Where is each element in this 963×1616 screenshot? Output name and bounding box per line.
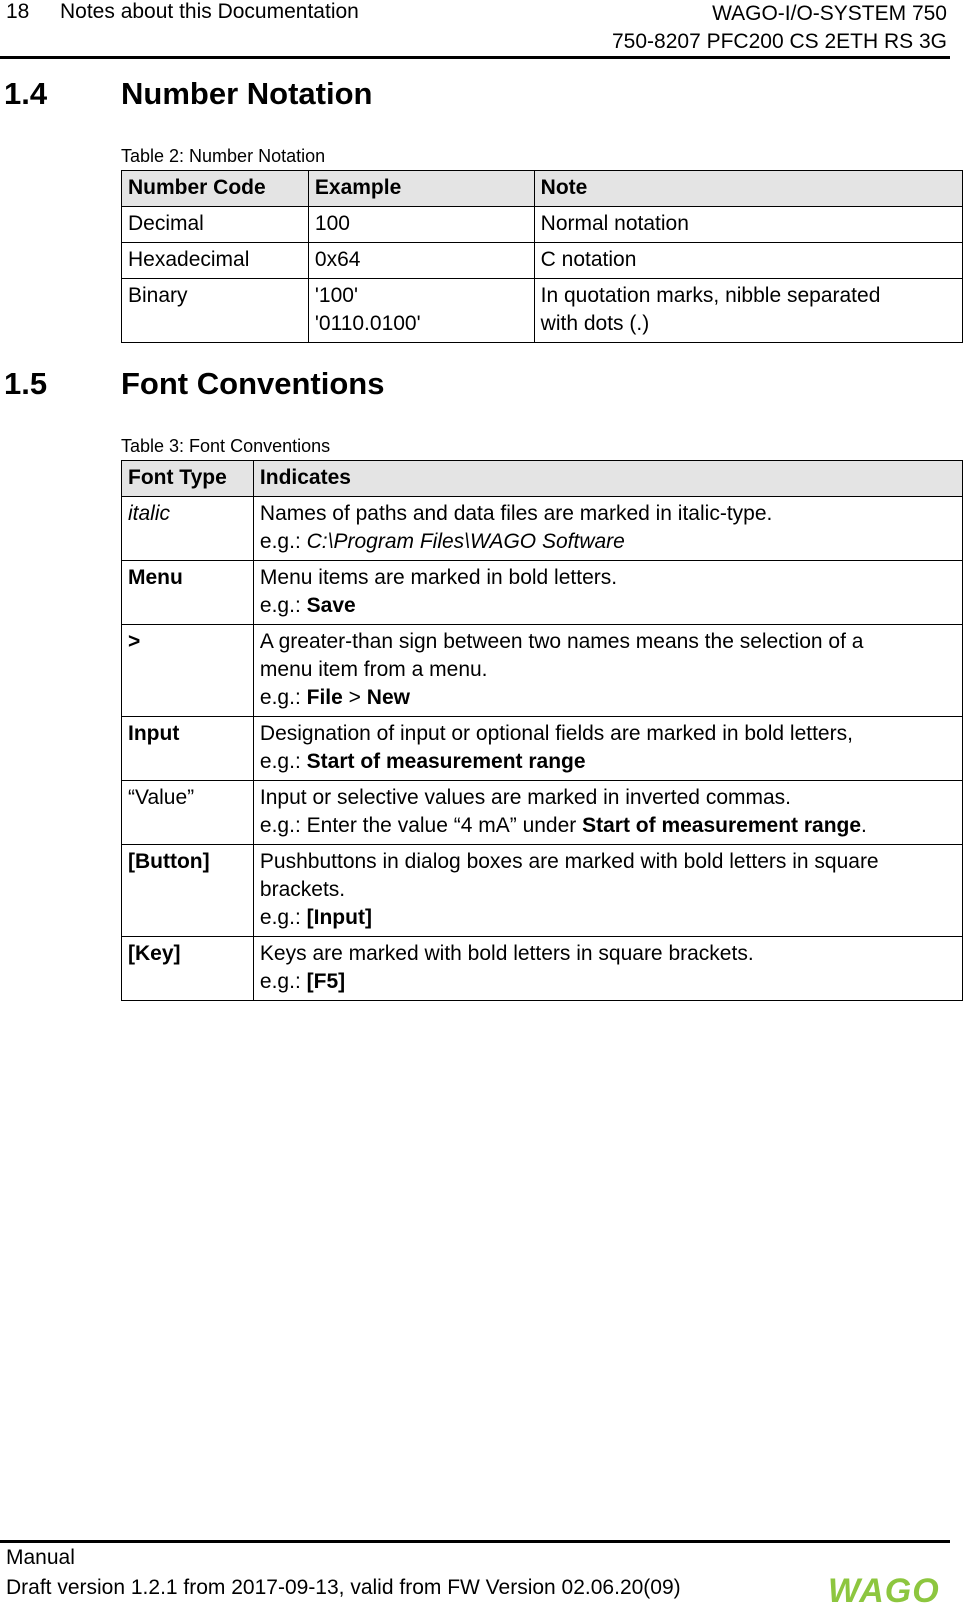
table-row: [122, 717, 963, 781]
example-line: '0110.0100': [314, 312, 421, 335]
cell-number-code: Hexadecimal: [122, 243, 309, 279]
example-line: '100': [314, 284, 358, 307]
cell-indicates: [253, 781, 962, 845]
eg-label: e.g.:: [259, 750, 301, 773]
example-menu: Save: [306, 594, 356, 617]
page-footer: [6, 1543, 681, 1603]
example-line: [260, 748, 956, 776]
cell-note: [534, 279, 962, 343]
menu-separator: >: [348, 686, 361, 709]
eg-label: e.g.:: [259, 686, 301, 709]
example-menu-item: New: [366, 686, 410, 709]
eg-label: e.g.:: [259, 906, 301, 929]
description: Names of paths and data files are marked in italic-type.: [259, 502, 773, 525]
table-row: [122, 207, 963, 243]
table-row: [122, 625, 963, 717]
cell-font-type: [Button]: [122, 845, 254, 937]
section-title: Number Notation: [121, 76, 373, 111]
number-notation-table: [121, 170, 963, 343]
table-row: [122, 279, 963, 343]
column-header: Font Type: [122, 461, 254, 497]
description: Pushbuttons in dialog boxes are marked with bold letters in square: [259, 850, 879, 873]
cell-font-type: Input: [122, 717, 254, 781]
cell-number-code: Binary: [122, 279, 309, 343]
example-line: [260, 968, 956, 996]
header-product-line: WAGO-I/O-SYSTEM 750: [712, 2, 947, 25]
example-field: Start of measurement range: [582, 814, 862, 837]
cell-indicates: [253, 717, 962, 781]
cell-example: 100: [308, 207, 534, 243]
cell-indicates: [253, 845, 962, 937]
font-conventions-table: [121, 460, 963, 1001]
section-number: 1.4: [4, 76, 48, 111]
example-field: Start of measurement range: [306, 750, 586, 773]
column-header: Example: [308, 171, 534, 207]
header-section-title: Notes about this Documentation: [60, 0, 359, 23]
note-line: In quotation marks, nibble separated: [540, 284, 881, 307]
table-row: [122, 243, 963, 279]
table-row: [122, 561, 963, 625]
cell-font-type: Menu: [122, 561, 254, 625]
example-line: [260, 684, 956, 712]
wago-logo: [828, 1573, 946, 1612]
cell-number-code: Decimal: [122, 207, 309, 243]
cell-note: Normal notation: [534, 207, 962, 243]
eg-label: e.g.:: [259, 594, 301, 617]
example-line: [260, 904, 956, 932]
example-line: [260, 528, 956, 556]
svg-text:WAGO: WAGO: [828, 1573, 940, 1607]
table-header-row: [122, 171, 963, 207]
table-row: [122, 781, 963, 845]
page-header-left: [6, 0, 359, 24]
cell-indicates: [253, 497, 962, 561]
description: Keys are marked with bold letters in square brackets.: [259, 942, 754, 965]
cell-indicates: [253, 937, 962, 1001]
eg-label: e.g.:: [259, 530, 301, 553]
example-text: Enter the value “4 mA” under: [306, 814, 577, 837]
page-number: 18: [6, 0, 30, 23]
footer-version: Draft version 1.2.1 from 2017-09-13, valid from FW Version 02.06.20(09): [6, 1576, 681, 1599]
example-button: [Input]: [306, 906, 372, 929]
cell-example: [308, 279, 534, 343]
column-header: Indicates: [253, 461, 962, 497]
example-suffix: .: [861, 814, 867, 837]
example-key: [F5]: [306, 970, 346, 993]
description: menu item from a menu.: [259, 658, 488, 681]
description: brackets.: [259, 878, 346, 901]
cell-note: C notation: [534, 243, 962, 279]
table-header-row: [122, 461, 963, 497]
example-line: [260, 812, 956, 840]
eg-label: e.g.:: [259, 970, 301, 993]
cell-font-type: >: [122, 625, 254, 717]
header-product-model: 750-8207 PFC200 CS 2ETH RS 3G: [612, 30, 947, 53]
table-row: [122, 937, 963, 1001]
note-line: with dots (.): [540, 312, 650, 335]
cell-font-type: “Value”: [122, 781, 254, 845]
description: Menu items are marked in bold letters.: [259, 566, 618, 589]
page-header-right: [612, 0, 947, 56]
header-divider: [0, 56, 950, 59]
cell-indicates: [253, 625, 962, 717]
column-header: Note: [534, 171, 962, 207]
section-heading-font-conventions: [4, 366, 384, 402]
section-title: Font Conventions: [121, 366, 385, 401]
cell-font-type: italic: [122, 497, 254, 561]
section-heading-number-notation: [4, 76, 372, 112]
footer-doc-type: Manual: [6, 1546, 75, 1569]
eg-label: e.g.:: [259, 814, 301, 837]
description: A greater-than sign between two names means the selection of a: [259, 630, 864, 653]
example-path: C:\Program Files\WAGO Software: [306, 530, 625, 553]
wago-logo-icon: [828, 1573, 946, 1607]
table-row: [122, 497, 963, 561]
description: Designation of input or optional fields are marked in bold letters,: [259, 722, 853, 745]
section-number: 1.5: [4, 366, 48, 401]
cell-example: 0x64: [308, 243, 534, 279]
example-menu: File: [306, 686, 343, 709]
table-row: [122, 845, 963, 937]
description: Input or selective values are marked in inverted commas.: [259, 786, 791, 809]
table-caption: Table 2: Number Notation: [121, 146, 326, 166]
example-line: [260, 592, 956, 620]
table-caption: Table 3: Font Conventions: [121, 436, 331, 456]
cell-font-type: [Key]: [122, 937, 254, 1001]
cell-indicates: [253, 561, 962, 625]
column-header: Number Code: [122, 171, 309, 207]
